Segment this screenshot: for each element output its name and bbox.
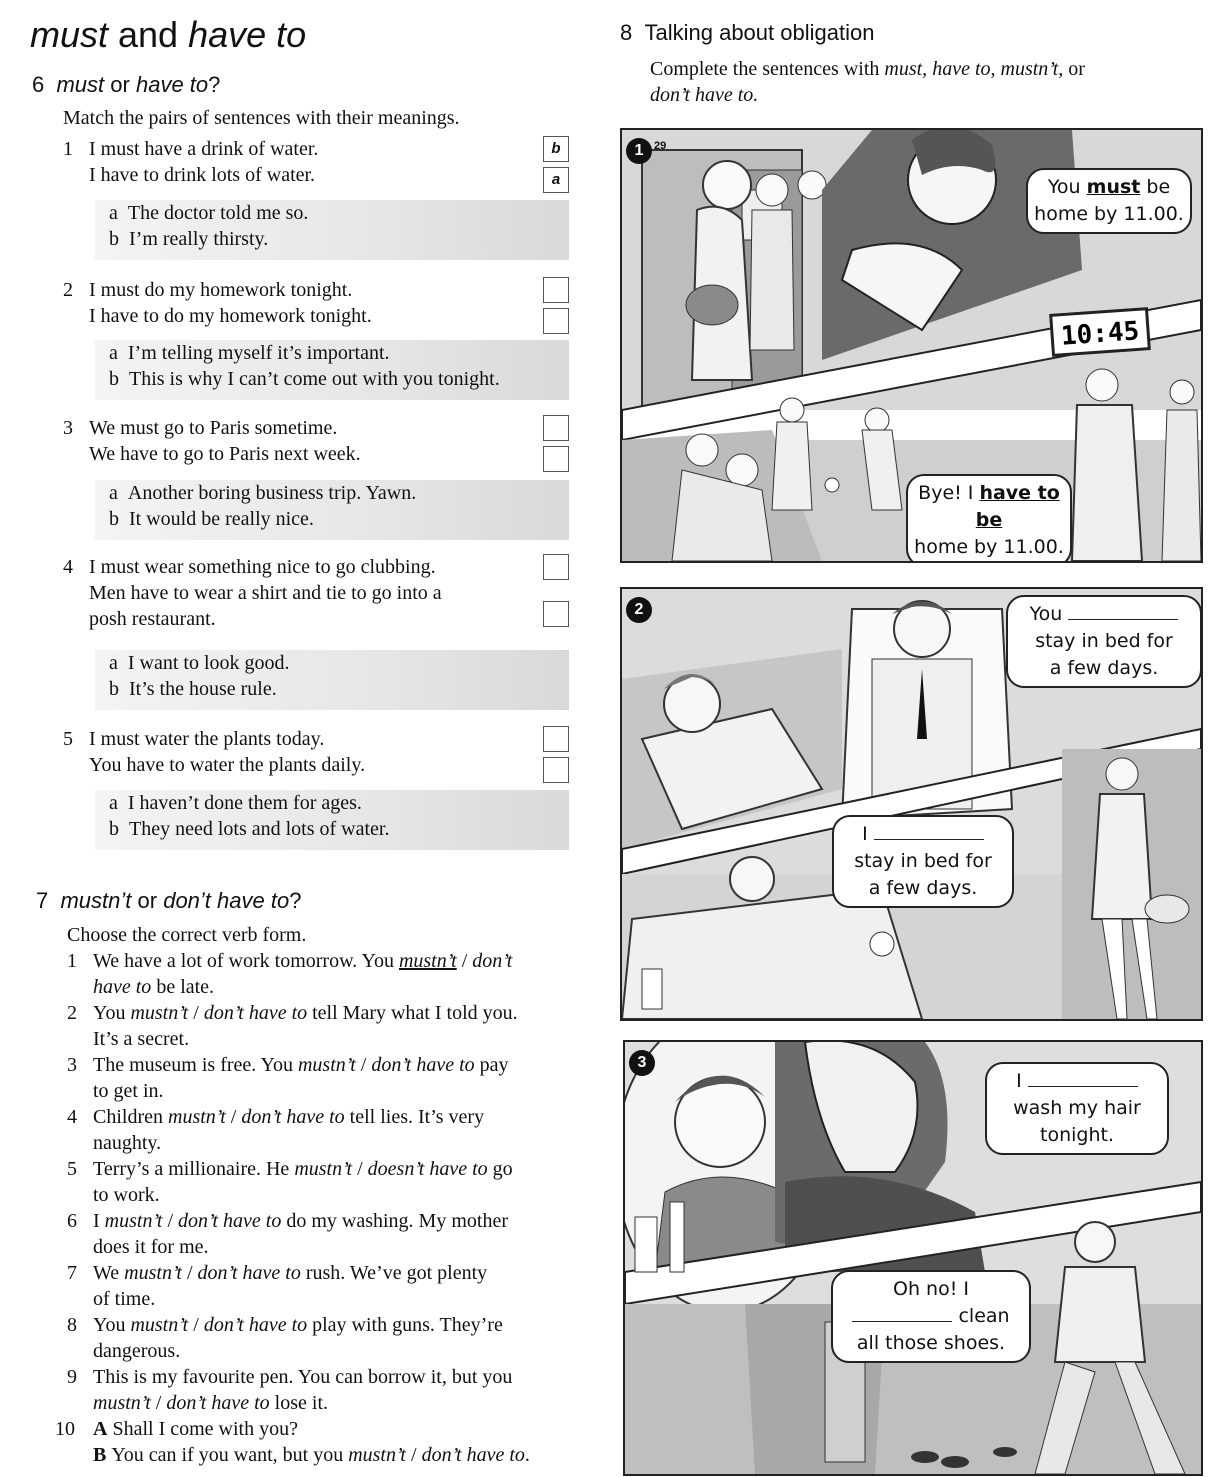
option-mustnt[interactable]: mustn’t — [398, 950, 457, 972]
meaning-b: b This is why I can’t come out with you tonight. — [109, 368, 500, 390]
option-dont-have-to[interactable]: don’t have to — [421, 1444, 525, 1466]
option-dont-have-to[interactable]: don’t have to — [371, 1054, 475, 1076]
answer-box[interactable] — [543, 757, 569, 783]
option-mustnt[interactable]: mustn’t — [104, 1210, 163, 1232]
ex6-item: 2 I must do my homework tonight. I have to do my homework tonight. — [63, 279, 372, 327]
option-doesnt-have-to[interactable]: doesn’t have to — [367, 1158, 488, 1180]
comic-panel-1 — [620, 128, 1203, 563]
ex8-heading: 8 Talking about obligation — [620, 20, 875, 45]
ex7-instruction: Choose the correct verb form. — [67, 924, 307, 946]
option-dont-have-to[interactable]: don’t have to — [203, 1314, 308, 1336]
clock-display: 10:45 — [1060, 316, 1141, 352]
answer-box[interactable] — [543, 446, 569, 472]
option-mustnt[interactable]: mustn’t — [130, 1314, 189, 1336]
ex7-item-2: 2 You mustn’t / don’t have to tell Mary what I told you. It’s a secret. — [67, 1002, 518, 1050]
answer-box[interactable] — [543, 308, 569, 334]
answer-blank[interactable] — [852, 1321, 952, 1322]
ex7-item-1: 1 We have a lot of work tomorrow. You mustn’t / don’t have to be late. — [67, 950, 513, 998]
answer-box[interactable]: a — [543, 167, 569, 193]
meaning-a: a I haven’t done them for ages. — [109, 792, 362, 814]
option-mustnt[interactable]: mustn’t — [130, 1002, 189, 1024]
ex7-item-10: 10 A Shall I come with you? B You can if you want, but you mustn’t / don’t have to. — [55, 1418, 530, 1466]
meaning-b: b I’m really thirsty. — [109, 228, 269, 250]
option-mustnt[interactable]: mustn’t — [93, 1392, 151, 1414]
answer-box[interactable] — [543, 554, 569, 580]
meaning-a: a The doctor told me so. — [109, 202, 309, 224]
speech-bubble: You stay in bed for a few days. — [1006, 595, 1202, 688]
answer-blank[interactable] — [874, 839, 984, 840]
speech-bubble: I wash my hair tonight. — [985, 1062, 1169, 1155]
option-dont-have-to[interactable]: don’t have to — [166, 1392, 270, 1414]
ex6-item: 4 I must wear something nice to go clubbing. Men have to wear a shirt and tie to go into a posh restaurant. — [63, 556, 442, 630]
answer-box[interactable] — [543, 726, 569, 752]
option-dont-have-to[interactable]: don’t have to — [203, 1002, 308, 1024]
panel-badge: 3 — [629, 1050, 655, 1076]
option-dont-have-to[interactable]: don’t have to — [197, 1262, 301, 1284]
speech-bubble: You must be home by 11.00. — [1026, 168, 1192, 234]
ex8-instruction: Complete the sentences with must, have to, mustn’t, or don’t have to. — [650, 58, 1085, 106]
ex6-meanings — [95, 480, 569, 540]
comic-panel-2 — [620, 587, 1203, 1021]
ex7-item-8: 8 You mustn’t / don’t have to play with guns. They’re dangerous. — [67, 1314, 503, 1362]
ex7-item-4: 4 Children mustn’t / don’t have to tell lies. It’s very naughty. — [67, 1106, 485, 1154]
answer-box[interactable]: b — [543, 136, 569, 162]
meaning-a: a I want to look good. — [109, 652, 290, 674]
ex6-item: 5 I must water the plants today. You have to water the plants daily. — [63, 728, 366, 776]
answer-box[interactable] — [543, 415, 569, 441]
panel-badge: 1 — [626, 138, 652, 164]
option-dont-have-to[interactable]: don’t have to — [241, 1106, 345, 1128]
ex6-meanings — [95, 340, 569, 400]
meaning-b: b It’s the house rule. — [109, 678, 277, 700]
speech-bubble: Bye! I have to be home by 11.00. — [906, 474, 1072, 563]
answer-blank[interactable] — [1028, 1086, 1138, 1087]
ex6-meanings — [95, 790, 569, 850]
option-dont-have-to[interactable]: don’t — [472, 950, 513, 972]
ex6-instruction: Match the pairs of sentences with their meanings. — [63, 107, 460, 129]
track-number: 29 — [654, 140, 667, 152]
panel-badge: 2 — [626, 597, 652, 623]
option-mustnt[interactable]: mustn’t — [294, 1158, 353, 1180]
ex7-item-3: 3 The museum is free. You mustn’t / don’t have to pay to get in. — [67, 1054, 509, 1102]
page-title: must and have to — [30, 14, 307, 55]
ex6-meanings — [95, 650, 569, 710]
option-mustnt[interactable]: mustn’t — [348, 1444, 406, 1466]
option-mustnt[interactable]: mustn’t — [168, 1106, 226, 1128]
ex7-item-9: 9 This is my favourite pen. You can borrow it, but you mustn’t / don’t have to lose it. — [67, 1366, 513, 1414]
meaning-b: b It would be really nice. — [109, 508, 314, 530]
answer-box[interactable] — [543, 601, 569, 627]
ex6-item: 3 We must go to Paris sometime. We have to go to Paris next week. — [63, 417, 361, 465]
speech-bubble: I stay in bed for a few days. — [832, 815, 1014, 908]
comic-panel-3 — [623, 1040, 1203, 1476]
ex7-item-7: 7 We mustn’t / don’t have to rush. We’ve got plenty of time. — [67, 1262, 488, 1310]
answer-box[interactable] — [543, 277, 569, 303]
speech-bubble: Oh no! I clean all those shoes. — [831, 1270, 1031, 1363]
option-dont-have-to[interactable]: don’t have to — [178, 1210, 282, 1232]
ex7-heading: 7 mustn’t or don’t have to? — [36, 888, 302, 913]
answer-blank[interactable] — [1068, 619, 1178, 620]
option-mustnt[interactable]: mustn’t — [297, 1054, 356, 1076]
meaning-a: a Another boring business trip. Yawn. — [109, 482, 417, 504]
option-mustnt[interactable]: mustn’t — [124, 1262, 182, 1284]
meaning-b: b They need lots and lots of water. — [109, 818, 390, 840]
ex6-meanings — [95, 200, 569, 260]
ex7-item-6: 6 I mustn’t / don’t have to do my washing. My mother does it for me. — [67, 1210, 508, 1258]
ex6-item: 1 I must have a drink of water. I have to drink lots of water. — [63, 138, 319, 186]
ex6-heading: 6 must or have to? — [32, 72, 221, 97]
ex7-item-5: 5 Terry’s a millionaire. He mustn’t / doesn’t have to go to work. — [67, 1158, 513, 1206]
meaning-a: a I’m telling myself it’s important. — [109, 342, 390, 364]
ex7-items — [55, 948, 587, 1468]
